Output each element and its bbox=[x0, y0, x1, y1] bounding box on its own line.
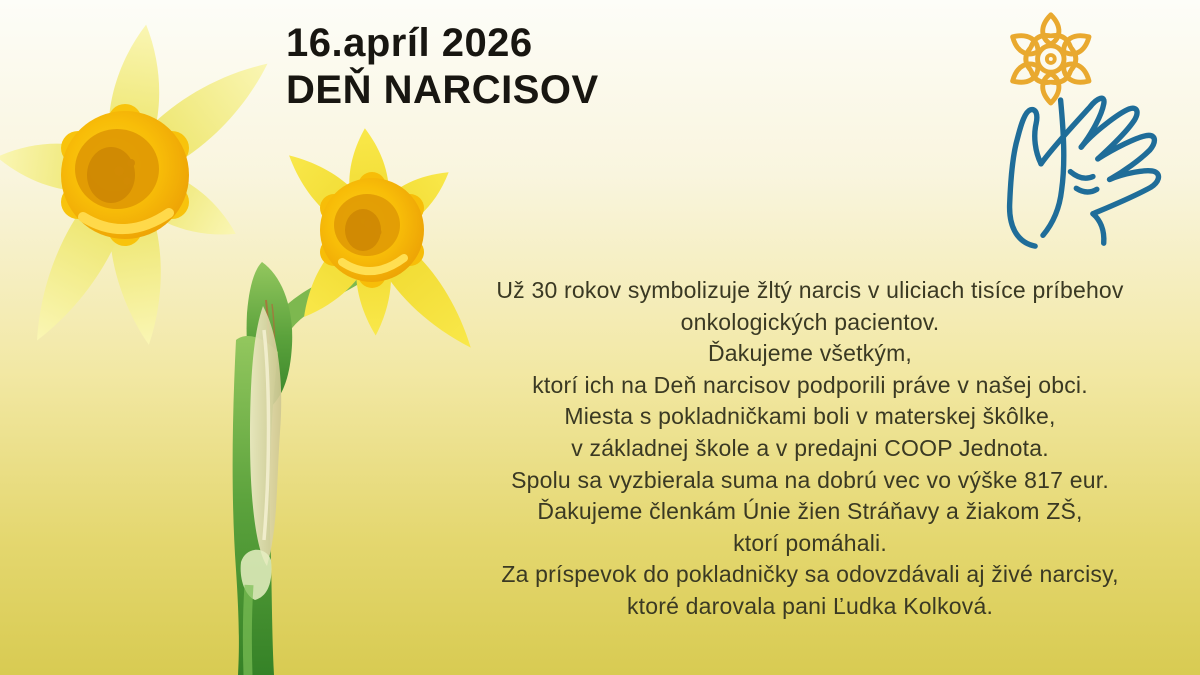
event-title: DEŇ NARCISOV bbox=[286, 68, 599, 112]
body-text-line: Miesta s pokladničkami boli v materskej škôlke, bbox=[564, 403, 1056, 430]
body-text-line: onkologických pacientov. bbox=[680, 308, 940, 335]
daffodil-icon bbox=[1009, 15, 1093, 103]
narcisov-logo bbox=[992, 8, 1188, 251]
body-text-line: ktorí pomáhali. bbox=[733, 529, 887, 556]
body-text-line: Ďakujeme všetkým, bbox=[707, 340, 913, 367]
body-text-line: Už 30 rokov symbolizuje žltý narcis v uliciach tisíce príbehov bbox=[496, 277, 1124, 303]
title-block bbox=[286, 20, 599, 114]
body-text-line: Spolu sa vyzbierala suma na dobrú vec vo výške 817 eur. bbox=[511, 466, 1109, 493]
body-text-line: ktorí ich na Deň narcisov podporili práve v našej obci. bbox=[532, 371, 1088, 398]
daffodil-stem bbox=[233, 262, 356, 675]
hand-icon bbox=[1010, 98, 1159, 246]
body-text-line: Za príspevok do pokladničky sa odovzdávali aj živé narcisy, bbox=[501, 561, 1119, 588]
body-text-line: ktoré darovala pani Ľudka Kolková. bbox=[626, 592, 994, 619]
daffodil-flower-left bbox=[0, 21, 282, 351]
body-text-line: Ďakujeme členkám Únie žien Stráňavy a žiakom ZŠ, bbox=[537, 498, 1083, 525]
event-date: 16.apríl 2026 bbox=[286, 21, 533, 65]
body-text-line: v základnej škole a v predajni COOP Jednota. bbox=[571, 434, 1049, 461]
body-text bbox=[420, 275, 1200, 623]
